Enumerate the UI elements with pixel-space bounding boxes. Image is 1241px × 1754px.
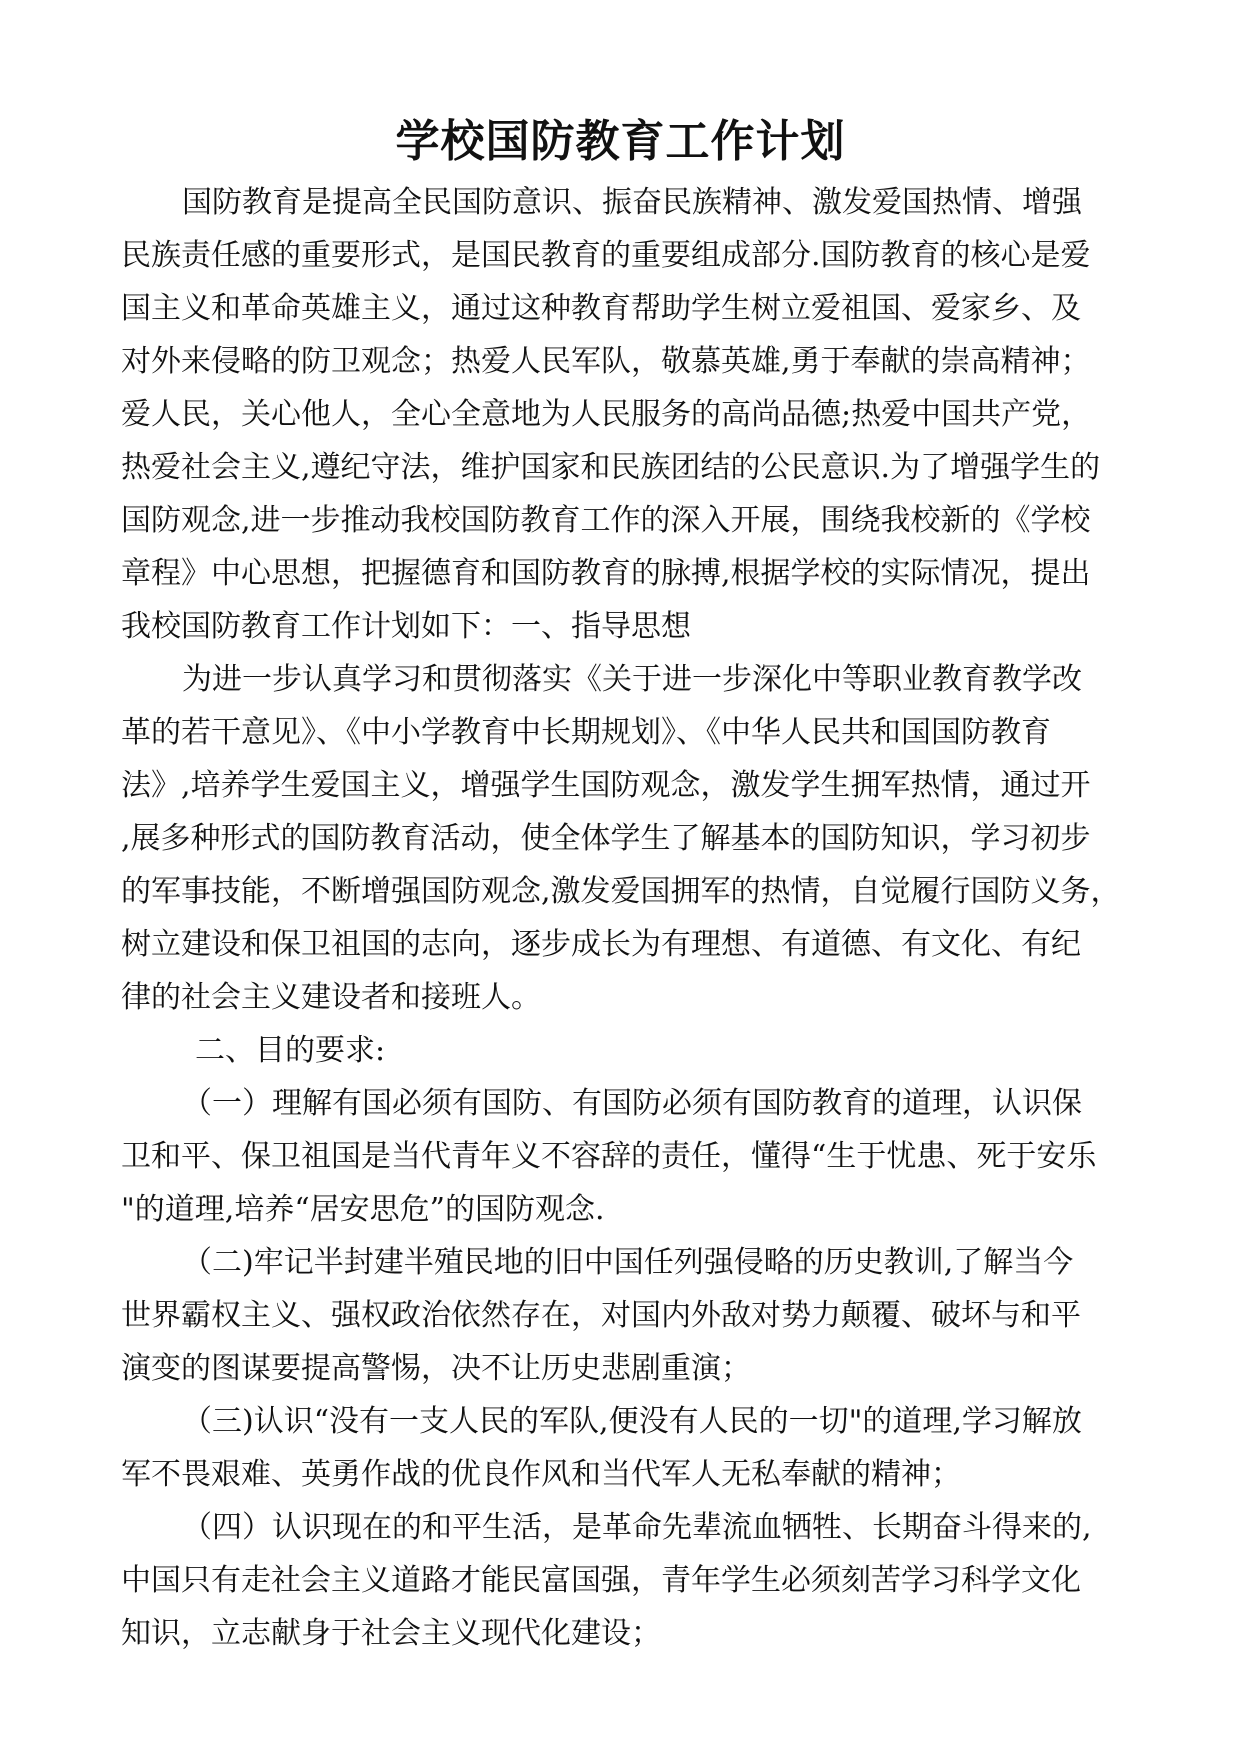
paragraph-line: 知识，立志献身于社会主义现代化建设；: [121, 1616, 661, 1651]
paragraph-line: 军不畏艰难、英勇作战的优良作风和当代军人无私奉献的精神；: [121, 1457, 961, 1492]
paragraph-line: 热爱社会主义,遵纪守法，维护国家和民族团结的公民意识.为了增强学生的: [121, 450, 1101, 485]
paragraph-line: （四）认识现在的和平生活，是革命先辈流血牺牲、长期奋斗得来的,: [182, 1510, 1092, 1545]
paragraph-line: （二)牢记半封建半殖民地的旧中国任列强侵略的历史教训,了解当今: [182, 1245, 1074, 1280]
paragraph-line: 我校国防教育工作计划如下：一、指导思想: [121, 609, 691, 644]
paragraph-line: 国主义和革命英雄主义，通过这种教育帮助学生树立爱祖国、爱家乡、及: [121, 291, 1081, 326]
paragraph-line: 律的社会主义建设者和接班人。: [121, 980, 541, 1015]
paragraph-line: 法》,培养学生爱国主义，增强学生国防观念，激发学生拥军热情，通过开: [121, 768, 1091, 803]
paragraph-line: 章程》中心思想，把握德育和国防教育的脉搏,根据学校的实际情况，提出: [121, 556, 1091, 591]
paragraph-line: （一）理解有国必须有国防、有国防必须有国防教育的道理，认识保: [182, 1086, 1082, 1121]
paragraph-line: 演变的图谋要提高警惕，决不让历史悲剧重演；: [121, 1351, 751, 1386]
paragraph-line: 树立建设和保卫祖国的志向，逐步成长为有理想、有道德、有文化、有纪: [121, 927, 1081, 962]
paragraph-line: 爱人民，关心他人，全心全意地为人民服务的高尚品德;热爱中国共产党，: [121, 397, 1092, 432]
paragraph-line: 革的若干意见》、《中小学教育中长期规划》、《中华人民共和国国防教育: [121, 715, 1051, 750]
paragraph-line: 国防观念,进一步推动我校国防教育工作的深入开展，围绕我校新的《学校: [121, 503, 1091, 538]
paragraph-line: 中国只有走社会主义道路才能民富国强，青年学生必须刻苦学习科学文化: [121, 1563, 1081, 1598]
section-heading: 二、目的要求:: [195, 1033, 386, 1068]
paragraph-line: 卫和平、保卫祖国是当代青年义不容辞的责任，懂得“生于忧患、死于安乐: [121, 1139, 1097, 1174]
paragraph-line: 对外来侵略的防卫观念；热爱人民军队，敬慕英雄,勇于奉献的崇高精神；: [121, 344, 1091, 379]
paragraph-line: ,展多种形式的国防教育活动，使全体学生了解基本的国防知识，学习初步: [121, 821, 1091, 856]
paragraph-line: 世界霸权主义、强权政治依然存在，对国内外敌对势力颠覆、破坏与和平: [121, 1298, 1081, 1333]
paragraph-line: 的军事技能，不断增强国防观念,激发爱国拥军的热情，自觉履行国防义务，: [121, 874, 1121, 909]
paragraph-line: 民族责任感的重要形式，是国民教育的重要组成部分.国防教育的核心是爱: [121, 238, 1091, 273]
document-title: 学校国防教育工作计划: [395, 116, 846, 167]
paragraph-line: 为进一步认真学习和贯彻落实《关于进一步深化中等职业教育教学改: [182, 662, 1082, 697]
paragraph-line: 国防教育是提高全民国防意识、振奋民族精神、激发爱国热情、增强: [182, 185, 1082, 220]
paragraph-line: （三)认识“没有一支人民的军队,便没有人民的一切"的道理,学习解放: [182, 1404, 1082, 1439]
paragraph-line: "的道理,培养“居安思危”的国防观念.: [121, 1192, 605, 1227]
